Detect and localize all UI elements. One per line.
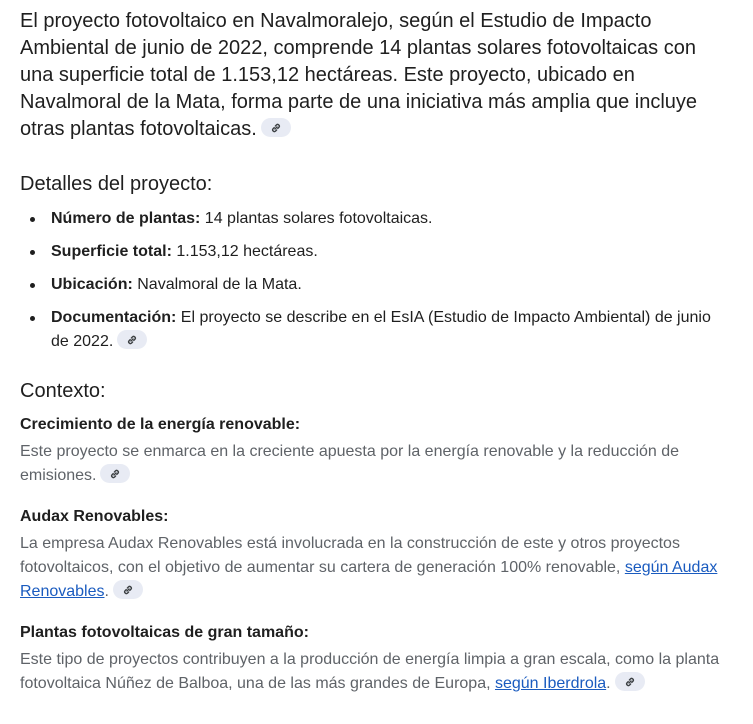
source-link-chip[interactable]	[100, 464, 130, 483]
iberdrola-source-link[interactable]: según Iberdrola	[494, 675, 607, 692]
source-link-chip[interactable]	[113, 580, 143, 599]
details-list	[20, 207, 733, 354]
intro-paragraph	[20, 8, 733, 143]
detail-value: Navalmoral de la Mata.	[132, 276, 302, 293]
context-body	[20, 648, 733, 696]
context-section-audax	[20, 506, 733, 604]
list-item	[30, 207, 733, 231]
context-body-text: La empresa Audax Renovables está involucrada en la construcción de este y otros proyectos fotovoltaicos, con el objetivo de aumentar su cartera de generación 100% renovable,	[20, 535, 680, 576]
list-item	[30, 273, 733, 297]
context-section-large-plants	[20, 622, 733, 696]
detail-value: 1.153,12 hectáreas.	[171, 243, 318, 260]
context-heading: Contexto:	[20, 380, 106, 402]
context-body-text: Este proyecto se enmarca en la creciente apuesta por la energía renovable y la reducción de emisiones.	[20, 443, 680, 484]
link-icon	[270, 122, 282, 134]
list-item	[30, 306, 733, 354]
link-icon	[624, 676, 636, 688]
context-subtitle: Plantas fotovoltaicas de gran tamaño:	[20, 624, 309, 641]
source-link-chip[interactable]	[261, 118, 291, 137]
details-heading: Detalles del proyecto:	[20, 173, 213, 195]
detail-value: El proyecto se describe en el EsIA (Estudio de Impacto Ambiental) de junio de 2022.	[51, 309, 711, 350]
detail-key: Número de plantas:	[51, 210, 201, 227]
link-icon	[109, 468, 121, 480]
detail-key: Documentación:	[51, 309, 177, 326]
context-subtitle: Audax Renovables:	[20, 508, 169, 525]
source-link-chip[interactable]	[117, 330, 147, 349]
context-body	[20, 440, 733, 488]
context-section-renewable	[20, 414, 733, 488]
detail-value: 14 plantas solares fotovoltaicas.	[200, 210, 433, 227]
link-icon	[122, 584, 134, 596]
detail-key: Ubicación:	[51, 276, 133, 293]
detail-key: Superficie total:	[51, 243, 172, 260]
context-subtitle: Crecimiento de la energía renovable:	[20, 416, 301, 433]
context-body-end: .	[606, 675, 611, 692]
link-icon	[126, 334, 138, 346]
audax-source-link[interactable]: según Audax Renovables	[20, 559, 718, 600]
context-body-text: Este tipo de proyectos contribuyen a la producción de energía limpia a gran escala, como la planta fotovoltaica Núñez de Balboa, una de las más grandes de Europa,	[20, 651, 720, 692]
context-body-end: .	[104, 583, 109, 600]
context-body	[20, 532, 733, 604]
intro-text: El proyecto fotovoltaico en Navalmoralejo, según el Estudio de Impacto Ambiental de junio de 2022, comprende 14 plantas solares fotovoltaicas con una superficie total de 1.153,12 hectáreas. Este proyecto, ubicado en Navalmoral de la Mata, forma parte de una iniciativa más amplia que incluye otras plantas fotovoltaicas.	[20, 10, 698, 140]
list-item	[30, 240, 733, 264]
source-link-chip[interactable]	[615, 672, 645, 691]
